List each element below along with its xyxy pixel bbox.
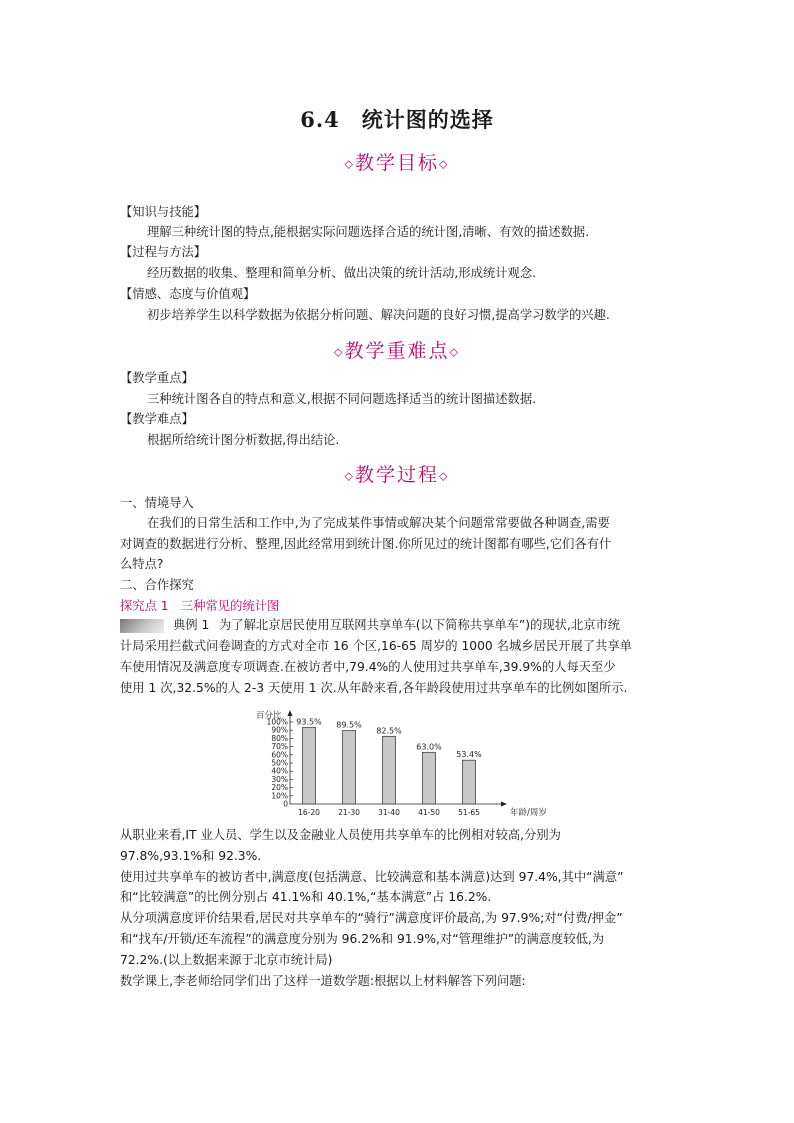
- section-heading-process: [0, 460, 794, 487]
- section-heading-text: 教学过程: [354, 464, 439, 486]
- x-axis-arrow: [501, 802, 507, 807]
- y-tick-label: 60%: [271, 750, 288, 760]
- page-title: 6.4 统计图的选择: [300, 107, 494, 132]
- diamond-icon: ◇: [449, 345, 460, 359]
- paragraph-line: 车使用情况及满意度专项调查.在被访者中,79.4%的人使用过共享单车,39.9%的人每天至少: [120, 660, 616, 674]
- paragraph-line: 使用 1 次,32.5%的人 2-3 天使用 1 次.从年龄来看,各年龄段使用过共享单车的比例如图所示.: [120, 681, 628, 695]
- difficult-point-label: 【教学难点】: [120, 412, 194, 426]
- key-point-text: 三种统计图各自的特点和意义,根据不同问题选择适当的统计图描述数据.: [147, 392, 537, 406]
- example-label: 典例 1: [173, 618, 210, 632]
- situation-heading: 一、情境导入: [120, 496, 194, 510]
- bar: [383, 736, 396, 804]
- bar-value-label: 93.5%: [296, 717, 322, 727]
- diamond-icon: ◇: [344, 157, 355, 171]
- y-tick-label: 40%: [271, 766, 288, 776]
- y-tick-label: 100%: [266, 717, 288, 727]
- paragraph-line: 对调查的数据进行分析、整理,因此经常用到统计图.你所见过的统计图都有哪些,它们各有什: [120, 537, 612, 551]
- diamond-icon: ◇: [439, 157, 450, 171]
- bar: [303, 727, 316, 804]
- paragraph-line: 么特点?: [120, 557, 164, 571]
- section-heading-text: 教学目标: [354, 152, 439, 174]
- y-tick-label: 80%: [271, 733, 288, 743]
- paragraph-line: 97.8%,93.1%和 92.3%.: [120, 849, 262, 863]
- bar: [463, 760, 476, 804]
- y-axis-label: 百分比: [256, 711, 282, 721]
- y-tick-label: 70%: [271, 742, 288, 752]
- paragraph-line: 从职业来看,IT 业人员、学生以及金融业人员使用共享单车的比例相对较高,分别为: [120, 828, 561, 842]
- paragraph-line: 计局采用拦截式问卷调查的方式对全市 16 个区,16-65 周岁的 1000 名城乡居民开展了共享单: [120, 639, 632, 653]
- knowledge-text: 理解三种统计图的特点,能根据实际问题选择合适的统计图,清晰、有效的描述数据.: [147, 225, 590, 239]
- cooperation-heading: 二、合作探究: [120, 578, 194, 592]
- attitude-text: 初步培养学生以科学数据为依据分析问题、解决问题的良好习惯,提高学习数学的兴趣.: [147, 308, 610, 322]
- example-tag-decoration: [120, 619, 164, 633]
- paragraph-line: 数学课上,李老师给同学们出了这样一道数学题:根据以上材料解答下列问题:: [120, 974, 526, 988]
- paragraph-line: 为了解北京居民使用互联网共享单车(以下简称共享单车”)的现状,北京市统: [219, 618, 621, 632]
- paragraph-line: 和“比较满意”的比例分别占 41.1%和 40.1%,“基本满意”占 16.2%.: [120, 890, 492, 904]
- attitude-label: 【情感、态度与价值观】: [120, 287, 256, 301]
- paragraph-line: 和“找车/开锁/还车流程”的满意度分别为 96.2%和 91.9%,对“管理维护”的满意度较低,为: [120, 932, 605, 946]
- knowledge-label: 【知识与技能】: [120, 205, 207, 219]
- x-tick-label: 21-30: [338, 808, 360, 817]
- bar-value-label: 89.5%: [336, 720, 362, 730]
- x-tick-label: 51-65: [458, 808, 480, 817]
- bar: [423, 752, 436, 804]
- age-bar-chart: [250, 700, 560, 824]
- diamond-icon: ◇: [344, 469, 355, 483]
- x-axis-label: 年龄/周岁: [510, 808, 547, 818]
- y-tick-label: 20%: [271, 783, 288, 793]
- section-heading-goals: [0, 148, 794, 175]
- y-tick-label: 90%: [271, 725, 288, 735]
- process-method-label: 【过程与方法】: [120, 245, 207, 259]
- bar-value-label: 53.4%: [456, 750, 482, 760]
- diamond-icon: ◇: [439, 469, 450, 483]
- section-heading-text: 教学重难点: [344, 340, 450, 362]
- process-method-text: 经历数据的收集、整理和简单分析、做出决策的统计活动,形成统计观念.: [147, 266, 537, 280]
- x-tick-label: 16-20: [298, 808, 320, 817]
- bar-value-label: 63.0%: [416, 742, 442, 752]
- y-tick-label: 50%: [271, 758, 288, 768]
- x-tick-label: 41-50: [418, 808, 440, 817]
- bar: [343, 731, 356, 804]
- paragraph-line: 72.2%.(以上数据来源于北京市统计局): [120, 953, 333, 967]
- key-point-label: 【教学重点】: [120, 371, 194, 385]
- y-tick-label: 10%: [271, 791, 288, 801]
- x-tick-label: 31-40: [378, 808, 400, 817]
- y-tick-label: 30%: [271, 774, 288, 784]
- paragraph-line: 使用过共享单车的被访者中,满意度(包括满意、比较满意和基本满意)达到 97.4%,其中“满意”: [120, 870, 624, 884]
- probe-heading: 探究点 1 三种常见的统计图: [120, 599, 280, 613]
- section-heading-keypoints: [0, 336, 794, 363]
- paragraph-line: 从分项满意度评价结果看,居民对共享单车的“骑行”满意度评价最高,为 97.9%;对“付费/押金”: [120, 911, 623, 925]
- paragraph-line: 在我们的日常生活和工作中,为了完成某件事情或解决某个问题常常要做各种调查,需要: [147, 516, 610, 530]
- bar-value-label: 82.5%: [376, 726, 402, 736]
- diamond-icon: ◇: [334, 345, 345, 359]
- y-tick-label: 0: [283, 799, 288, 809]
- difficult-point-text: 根据所给统计图分析数据,得出结论.: [147, 433, 340, 447]
- y-axis-arrow: [288, 710, 293, 716]
